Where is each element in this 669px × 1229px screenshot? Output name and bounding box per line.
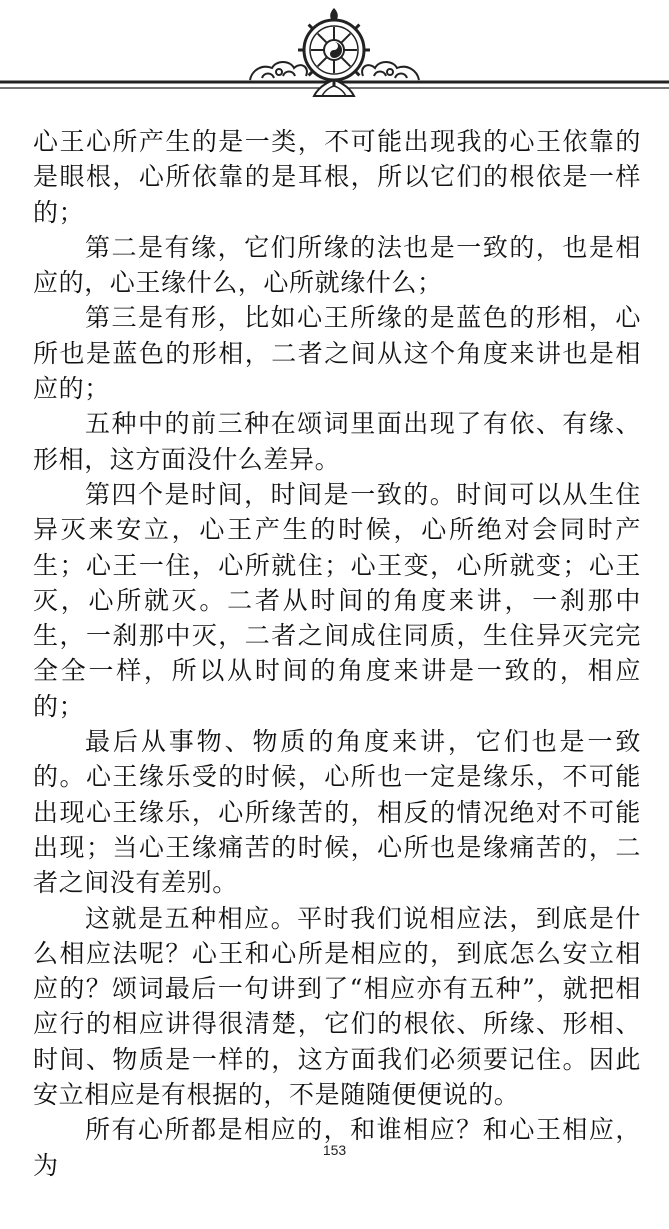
paragraph: 这就是五种相应。平时我们说相应法，到底是什么相应法呢？心王和心所是相应的，到底怎么安立相应的？颂词最后一句讲到了“相应亦有五种”，就把相应行的相应讲得很清楚，它们的根依、所缘、形相、时间、物质是一样的，这方面我们必须要记住。因此安立相应是有根据的，不是随随便便说的。 xyxy=(33,903,641,1110)
paragraph: 第四个是时间，时间是一致的。时间可以从生住异灭来安立，心王产生的时候，心所绝对会同时产生；心王一住，心所就住；心王变，心所就变；心王灭，心所就灭。二者从时间的角度来讲，一刹那中生，一刹那中灭，二者之间成住同质，生住异灭完完全全一样，所以从时间的角度来讲是一致的，相应的； xyxy=(33,479,641,721)
page-number: 153 xyxy=(322,1142,347,1158)
paragraph: 最后从事物、物质的角度来讲，它们也是一致的。心王缘乐受的时候，心所也一定是缘乐，不可能出现心王缘乐，心所缘苦的，相反的情况绝对不可能出现；当心王缘痛苦的时候，心所也是缘痛苦的，二者之间没有差别。 xyxy=(33,727,641,898)
page-header xyxy=(0,0,669,110)
paragraph: 所有心所都是相应的，和谁相应？和心王相应，为 xyxy=(33,1115,641,1180)
header-ornament xyxy=(0,0,669,110)
paragraph: 第二是有缘，它们所缘的法也是一致的，也是相应的，心王缘什么，心所就缘什么； xyxy=(33,232,641,298)
cloud-scroll-icon xyxy=(250,62,307,80)
paragraph: 心王心所产生的是一类，不可能出现我的心王依靠的是眼根，心所依靠的是耳根，所以它们的根依是一样的； xyxy=(33,127,641,227)
paragraph: 第三是有形，比如心王所缘的是蓝色的形相，心所也是蓝色的形相，二者之间从这个角度来讲也是相应的； xyxy=(33,303,641,404)
body-text xyxy=(33,124,641,1183)
paragraph: 五种中的前三种在颂词里面出现了有依、有缘、形相，这方面没什么差异。 xyxy=(33,409,641,474)
cloud-scroll-icon xyxy=(362,62,419,80)
